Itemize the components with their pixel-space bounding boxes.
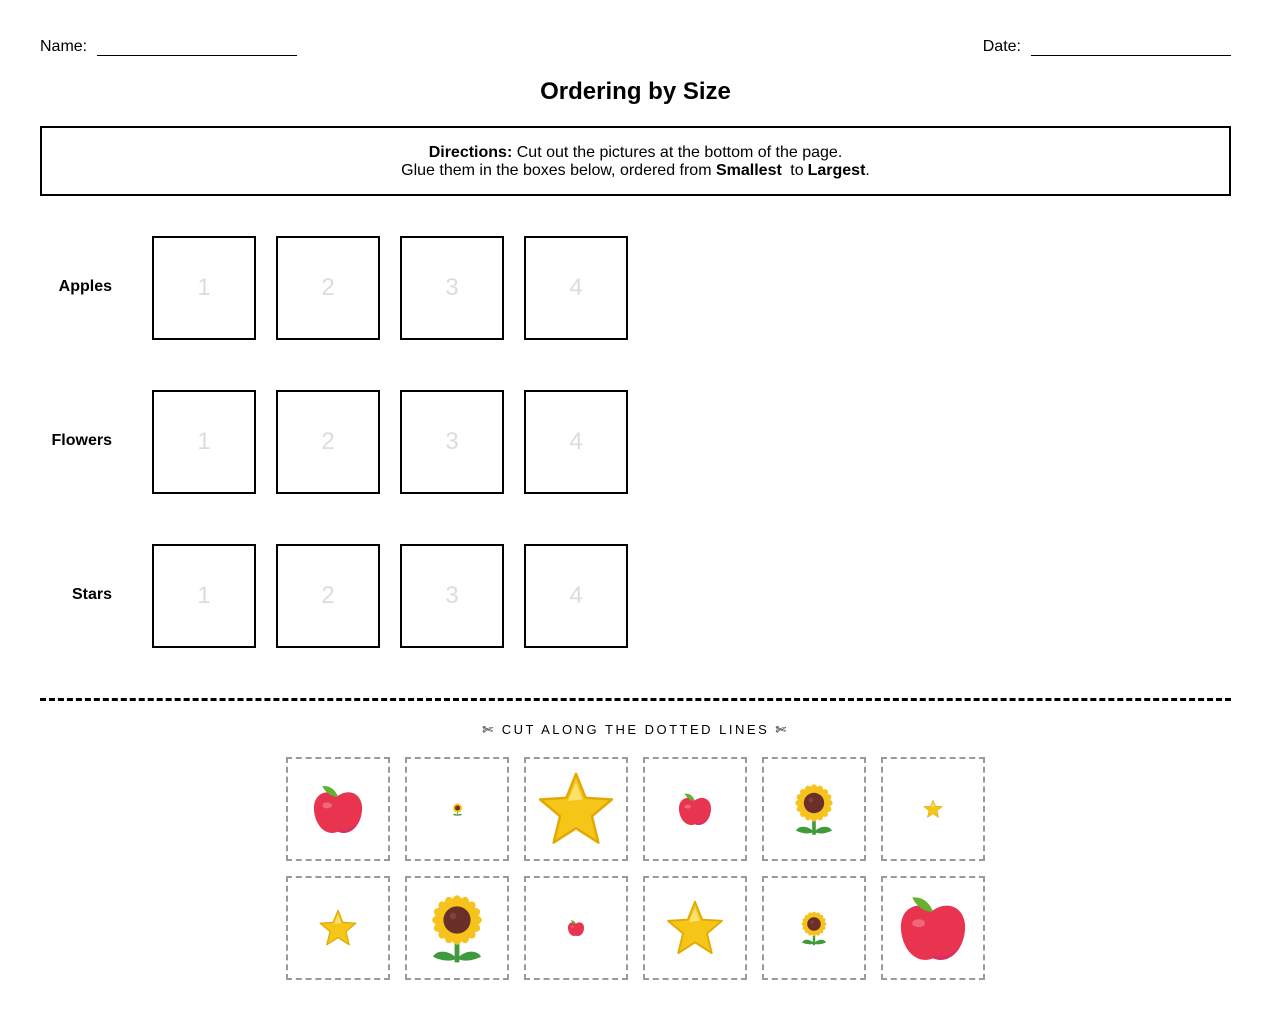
- directions-box: [40, 126, 1231, 196]
- glue-box-4[interactable]: 4: [524, 236, 628, 340]
- glue-box-1[interactable]: 1: [152, 236, 256, 340]
- directions-text-2: Glue them in the boxes below, ordered from: [401, 162, 712, 179]
- cutout-piece[interactable]: [405, 757, 509, 861]
- cutout-piece[interactable]: [762, 876, 866, 980]
- cutout-piece[interactable]: [643, 876, 747, 980]
- name-field[interactable]: [40, 38, 297, 56]
- directions-line-1: [42, 144, 1229, 162]
- glue-box-3[interactable]: 3: [400, 236, 504, 340]
- sunflower-icon: [784, 779, 844, 839]
- directions-lead: Directions:: [428, 144, 513, 161]
- cutout-piece[interactable]: [762, 757, 866, 861]
- header-row: [40, 38, 1231, 58]
- glue-box-4[interactable]: 4: [524, 390, 628, 494]
- cutout-piece[interactable]: [881, 757, 985, 861]
- sunflower-icon: [450, 802, 465, 817]
- directions-text-1: Cut out the pictures at the bottom of the page.: [516, 144, 843, 161]
- directions-period: .: [865, 162, 870, 179]
- apple-icon: [893, 888, 973, 968]
- glue-box-4[interactable]: 4: [524, 544, 628, 648]
- glue-box-3[interactable]: 3: [400, 390, 504, 494]
- cutout-piece[interactable]: [286, 757, 390, 861]
- cutout-piece[interactable]: [524, 876, 628, 980]
- star-icon: [923, 799, 943, 819]
- row-label: Stars: [71, 586, 112, 603]
- date-field[interactable]: [983, 38, 1231, 56]
- row-flowers: [0, 390, 700, 494]
- row-label: Apples: [58, 278, 112, 295]
- glue-box-1[interactable]: 1: [152, 390, 256, 494]
- sunflower-icon: [794, 908, 834, 948]
- star-icon: [318, 908, 358, 948]
- name-label: Name:: [40, 38, 88, 55]
- cutout-piece[interactable]: [286, 876, 390, 980]
- row-apples: [0, 236, 700, 340]
- name-line[interactable]: [97, 41, 297, 56]
- date-line[interactable]: [1031, 41, 1231, 56]
- directions-line-2: [42, 162, 1229, 180]
- row-label: Flowers: [51, 432, 112, 449]
- directions-to: to: [790, 162, 804, 179]
- cut-caption: ✄ CUT ALONG THE DOTTED LINES ✄: [482, 722, 789, 737]
- cutout-piece[interactable]: [643, 757, 747, 861]
- apple-icon: [675, 789, 715, 829]
- cut-line: [40, 698, 1231, 701]
- directions-smallest: Smallest: [715, 162, 782, 179]
- glue-box-3[interactable]: 3: [400, 544, 504, 648]
- page-title: Ordering by Size: [540, 78, 731, 105]
- directions-largest: Largest: [807, 162, 866, 179]
- glue-box-2[interactable]: 2: [276, 236, 380, 340]
- star-icon: [536, 769, 616, 849]
- apple-icon: [308, 779, 368, 839]
- star-icon: [665, 898, 725, 958]
- sunflower-icon: [417, 888, 497, 968]
- cutout-piece[interactable]: [881, 876, 985, 980]
- cutout-piece[interactable]: [524, 757, 628, 861]
- row-stars: [0, 544, 700, 648]
- date-label: Date:: [982, 38, 1021, 55]
- glue-box-1[interactable]: 1: [152, 544, 256, 648]
- apple-icon: [566, 918, 586, 938]
- cutout-piece[interactable]: [405, 876, 509, 980]
- glue-box-2[interactable]: 2: [276, 390, 380, 494]
- glue-box-2[interactable]: 2: [276, 544, 380, 648]
